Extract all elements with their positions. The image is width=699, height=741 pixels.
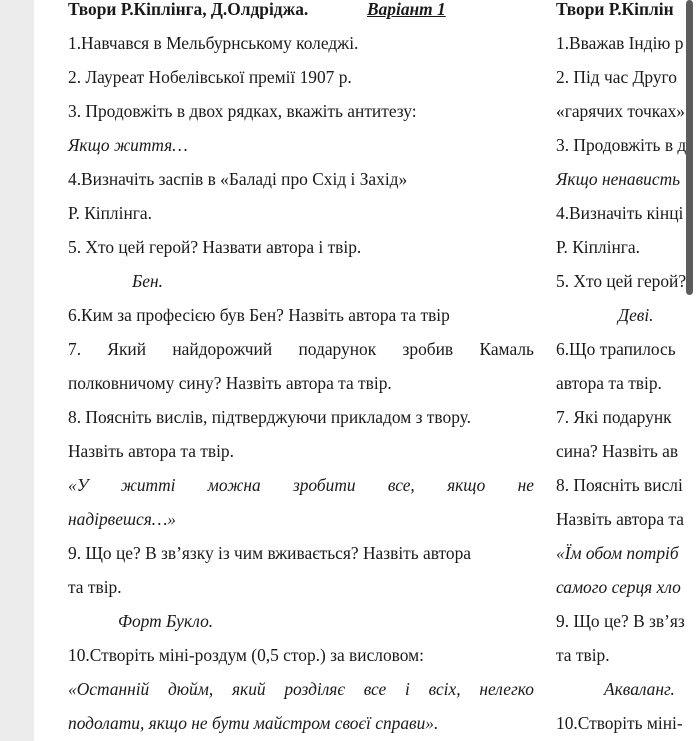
question-2: 2. Лауреат Нобелівської премії 1907 р. (68, 67, 352, 87)
question-9-cont: та твір. (68, 577, 122, 597)
word: який (231, 679, 266, 699)
word: дюйм, (168, 679, 214, 699)
word: розділяє (284, 679, 345, 699)
vertical-scrollbar[interactable] (686, 0, 693, 295)
word: якщо (447, 475, 486, 495)
word: можна (207, 475, 261, 495)
word: житті (120, 475, 176, 495)
word: Який (107, 339, 147, 359)
word: «У (68, 475, 89, 495)
question-7-cont: полковничому сину? Назвіть автора та твір. (68, 373, 392, 393)
question-8-right-quote-cont: самого серця хло (556, 577, 681, 597)
word: все, (387, 475, 415, 495)
question-8-right-quote: «Їм обом потріб (556, 543, 679, 563)
question-4-cont: Р. Кіплінга. (68, 203, 152, 223)
question-5: 5. Хто цей герой? Назвати автора і твір. (68, 237, 362, 257)
question-7-right-cont: сина? Назвіть ав (556, 441, 679, 461)
question-6: 6.Ким за професією був Бен? Назвіть автора та твір (68, 305, 450, 325)
word: 7. (68, 339, 82, 359)
question-10: 10.Створіть міні-роздум (0,5 стор.) за висловом: (68, 645, 424, 665)
question-10-quote-cont: подолати, якщо не бути майстром своєї справи». (68, 713, 439, 733)
question-5-right: 5. Хто цей герой? (556, 271, 687, 291)
page-title: Твори Р.Кіплінга, Д.Олдріджа. (68, 0, 309, 19)
question-4-right-cont: Р. Кіплінга. (556, 237, 640, 257)
question-6-right-cont: автора та твір. (556, 373, 662, 393)
word: нелегко (479, 679, 534, 699)
question-3-right-quote: Якщо ненависть (556, 169, 681, 189)
question-2-right-cont: «гарячих точках» (556, 101, 685, 121)
word: зробити (292, 475, 356, 495)
question-3: 3. Продовжіть в двох рядках, вкажіть антитезу: (68, 101, 417, 121)
question-8-right: 8. Поясніть вислі (556, 475, 683, 495)
question-3-right: 3. Продовжіть в д (556, 135, 687, 155)
question-1: 1.Навчався в Мельбурнському коледжі. (68, 33, 359, 53)
question-2-right: 2. Під час Друго (556, 67, 677, 87)
question-6-right: 6.Що трапилось (556, 339, 676, 359)
word: все (363, 679, 387, 699)
question-8: 8. Поясніть вислів, підтверджуючи прикладом з твору. (68, 407, 471, 427)
word: найдорожчий (172, 339, 273, 359)
variant-label: Варіант 1 (367, 0, 446, 19)
question-9-right-cont: та твір. (556, 645, 610, 665)
word: «Останній (68, 679, 150, 699)
question-7 (68, 332, 534, 366)
word: подарунок (298, 339, 377, 359)
page-variant-2 (542, 0, 699, 741)
question-4: 4.Визначіть заспів в «Баладі про Схід і Захід» (68, 169, 408, 189)
question-10-quote (68, 672, 534, 706)
page-title-right: Твори Р.Кіплін (556, 0, 674, 19)
question-5-hero: Бен. (132, 271, 163, 291)
question-3-quote: Якщо життя… (68, 135, 188, 155)
left-margin-strip (0, 0, 34, 741)
page-variant-1 (34, 0, 542, 741)
word: не (517, 475, 534, 495)
question-10-right: 10.Створіть міні- (556, 713, 683, 733)
question-7-right: 7. Які подарунк (556, 407, 672, 427)
question-8-right-cont: Назвіть автора та (556, 509, 684, 529)
question-8-quote-cont: надірвешся…» (68, 509, 177, 529)
question-9: 9. Що це? В зв’язку із чим вживається? Назвіть автора (68, 543, 472, 563)
word: всіх, (428, 679, 461, 699)
question-8-quote (68, 468, 534, 502)
word: Камаль (479, 339, 534, 359)
word: і (405, 679, 410, 699)
word: зробив (402, 339, 454, 359)
question-1-right: 1.Вважав Індію р (556, 33, 684, 53)
question-9-item: Форт Букло. (118, 611, 214, 631)
question-9-right: 9. Що це? В зв’яз (556, 611, 685, 631)
question-5-right-hero: Деві. (618, 305, 654, 325)
header-row (68, 0, 446, 26)
question-9-right-item: Акваланг. (604, 679, 675, 699)
question-8-cont: Назвіть автора та твір. (68, 441, 234, 461)
question-4-right: 4.Визначіть кінці (556, 203, 684, 223)
